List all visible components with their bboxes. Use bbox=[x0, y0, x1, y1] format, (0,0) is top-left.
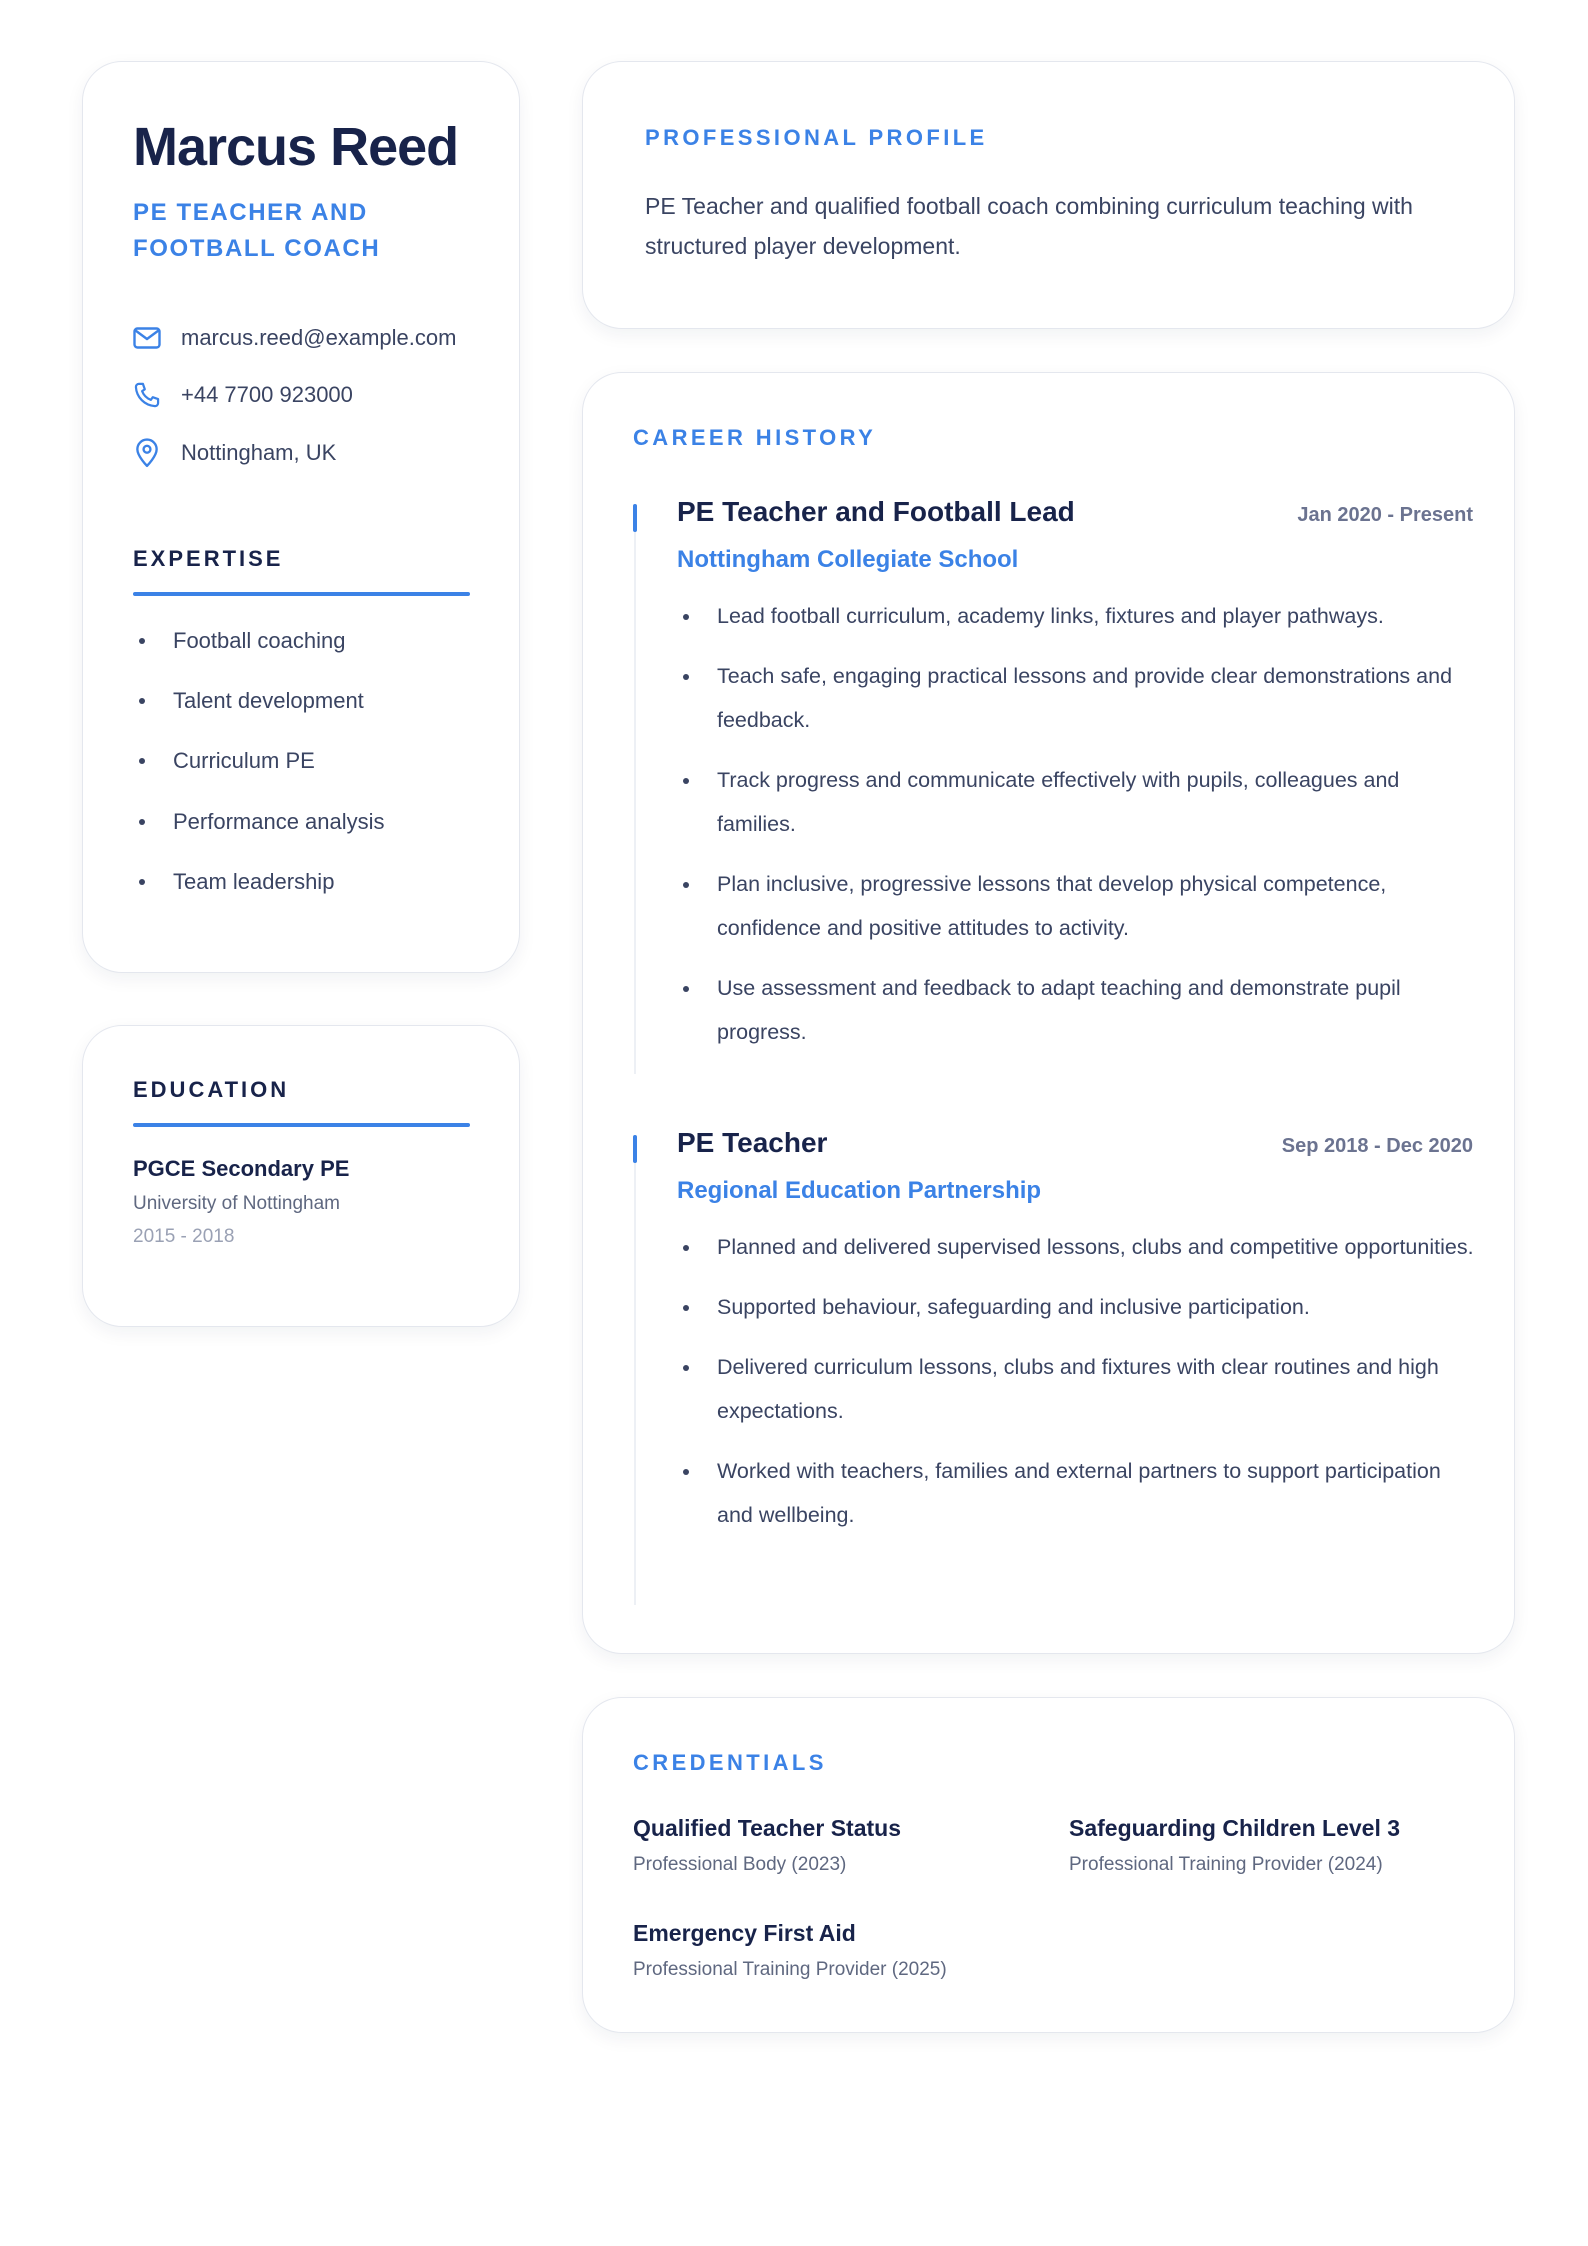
profile-title: PROFESSIONAL PROFILE bbox=[645, 125, 988, 150]
job-title: PE Teacher bbox=[677, 1127, 828, 1158]
location-pin-icon bbox=[133, 439, 161, 467]
profile-summary: PE Teacher and qualified football coach combining curriculum teaching with structured player development. bbox=[645, 193, 1413, 259]
bullet-icon bbox=[139, 758, 145, 764]
bullet-icon bbox=[139, 638, 145, 644]
bullet-icon bbox=[139, 698, 145, 704]
candidate-name: Marcus Reed bbox=[133, 117, 459, 177]
credentials-title: CREDENTIALS bbox=[633, 1750, 827, 1775]
education-school: University of Nottingham bbox=[133, 1193, 340, 1214]
profile-card bbox=[582, 61, 1515, 329]
credential-source: Professional Body (2023) bbox=[633, 1854, 847, 1875]
list-item: Delivered curriculum lessons, clubs and fixtures with clear routines and high expectations. bbox=[677, 1345, 1477, 1433]
list-item: Track progress and communicate effectively with pupils, colleagues and families. bbox=[677, 758, 1477, 846]
job-title: PE Teacher and Football Lead bbox=[677, 496, 1075, 527]
list-item: Plan inclusive, progressive lessons that develop physical competence, confidence and positive attitudes to activity. bbox=[677, 862, 1477, 950]
job-entry bbox=[633, 496, 1473, 1074]
credential-item bbox=[1069, 1815, 1400, 1876]
email-text: marcus.reed@example.com bbox=[181, 325, 457, 350]
candidate-role: PE TEACHER AND FOOTBALL COACH bbox=[133, 199, 381, 262]
job-dates: Sep 2018 - Dec 2020 bbox=[1281, 1135, 1473, 1157]
job-timeline-line bbox=[634, 1163, 636, 1605]
credential-item bbox=[633, 1920, 947, 1981]
job-entry bbox=[633, 1127, 1474, 1605]
list-item: Use assessment and feedback to adapt teaching and demonstrate pupil progress. bbox=[677, 966, 1477, 1054]
bullet-icon bbox=[139, 819, 145, 825]
list-item: Supported behaviour, safeguarding and inclusive participation. bbox=[677, 1285, 1477, 1329]
expertise-title: EXPERTISE bbox=[133, 546, 284, 571]
contact-location bbox=[133, 439, 336, 467]
list-item: Talent development bbox=[139, 688, 364, 714]
list-item: Team leadership bbox=[139, 869, 334, 895]
job-duties bbox=[677, 1225, 1477, 1553]
phone-text: +44 7700 923000 bbox=[181, 382, 353, 407]
credentials-card bbox=[582, 1697, 1515, 2033]
job-organization: Nottingham Collegiate School bbox=[677, 546, 1019, 573]
list-item: Planned and delivered supervised lessons, clubs and competitive opportunities. bbox=[677, 1225, 1477, 1269]
education-degree: PGCE Secondary PE bbox=[133, 1156, 350, 1181]
job-marker bbox=[633, 1135, 637, 1163]
job-duties bbox=[677, 594, 1477, 1070]
credential-source: Professional Training Provider (2025) bbox=[633, 1959, 947, 1980]
credential-name: Qualified Teacher Status bbox=[633, 1815, 901, 1841]
career-card bbox=[582, 372, 1515, 1654]
education-years: 2015 - 2018 bbox=[133, 1226, 235, 1247]
list-item: Teach safe, engaging practical lessons and provide clear demonstrations and feedback. bbox=[677, 654, 1477, 742]
list-item: Football coaching bbox=[139, 628, 345, 654]
job-marker bbox=[633, 504, 637, 532]
location-text: Nottingham, UK bbox=[181, 440, 337, 465]
career-title: CAREER HISTORY bbox=[633, 425, 877, 450]
contact-phone[interactable] bbox=[133, 381, 353, 409]
list-item: Performance analysis bbox=[139, 809, 385, 835]
credential-name: Safeguarding Children Level 3 bbox=[1069, 1815, 1401, 1841]
identity-card bbox=[82, 61, 520, 973]
bullet-icon bbox=[139, 879, 145, 885]
expertise-rule bbox=[133, 592, 470, 596]
job-organization: Regional Education Partnership bbox=[677, 1177, 1042, 1204]
credential-source: Professional Training Provider (2024) bbox=[1069, 1854, 1383, 1875]
mail-icon bbox=[133, 324, 161, 352]
education-card bbox=[82, 1025, 520, 1327]
list-item: Lead football curriculum, academy links, fixtures and player pathways. bbox=[677, 594, 1477, 638]
education-rule bbox=[133, 1123, 470, 1127]
job-timeline-line bbox=[634, 532, 636, 1074]
phone-icon bbox=[133, 381, 161, 409]
list-item: Worked with teachers, families and external partners to support participation and wellbeing. bbox=[677, 1449, 1477, 1537]
education-title: EDUCATION bbox=[133, 1077, 290, 1102]
credential-item bbox=[633, 1815, 901, 1876]
contact-email[interactable] bbox=[133, 324, 456, 352]
credential-name: Emergency First Aid bbox=[633, 1920, 856, 1946]
job-dates: Jan 2020 - Present bbox=[1297, 504, 1473, 526]
list-item: Curriculum PE bbox=[139, 748, 315, 774]
